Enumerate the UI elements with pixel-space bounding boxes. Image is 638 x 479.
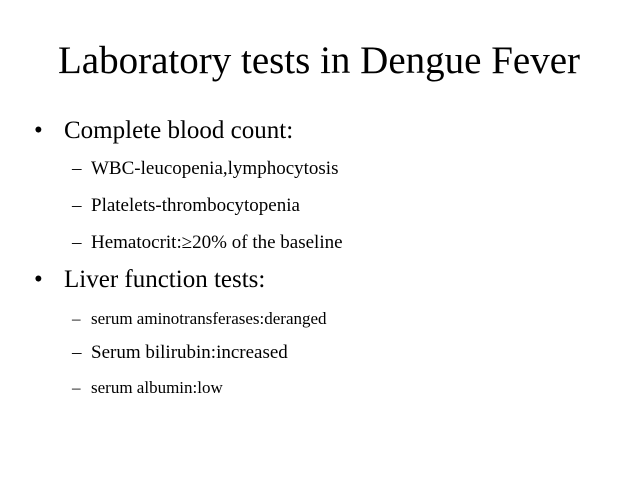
sub-bullet-albumin [72, 376, 223, 400]
bullet-liver-function-tests [34, 265, 265, 295]
sub-bullet-hematocrit [72, 231, 343, 255]
dash-glyph: – [72, 195, 82, 216]
sub-bullet-text: WBC-leucopenia,lymphocytosis [91, 158, 339, 179]
sub-bullet-wbc [72, 157, 338, 181]
sub-bullet-text: Platelets-thrombocytopenia [91, 195, 300, 216]
bullet-glyph: • [34, 266, 43, 293]
sub-bullet-text: Serum bilirubin:increased [91, 342, 288, 363]
sub-bullet-text: Hematocrit:≥20% of the baseline [91, 232, 343, 253]
bullet-text: Complete blood count: [64, 117, 294, 144]
dash-glyph: – [72, 342, 82, 363]
dash-glyph: – [72, 158, 82, 179]
sub-bullet-text: serum albumin:low [91, 378, 223, 397]
sub-bullet-aminotransferases [72, 307, 327, 331]
bullet-complete-blood-count [34, 116, 293, 146]
dash-glyph: – [72, 378, 81, 397]
bullet-glyph: • [34, 117, 43, 144]
sub-bullet-bilirubin [72, 341, 288, 365]
dash-glyph: – [72, 232, 82, 253]
bullet-text: Liver function tests: [64, 266, 266, 293]
sub-bullet-text: serum aminotransferases:deranged [91, 309, 327, 328]
sub-bullet-platelets [72, 194, 300, 218]
dash-glyph: – [72, 309, 81, 328]
slide-title: Laboratory tests in Dengue Fever [57, 39, 580, 82]
